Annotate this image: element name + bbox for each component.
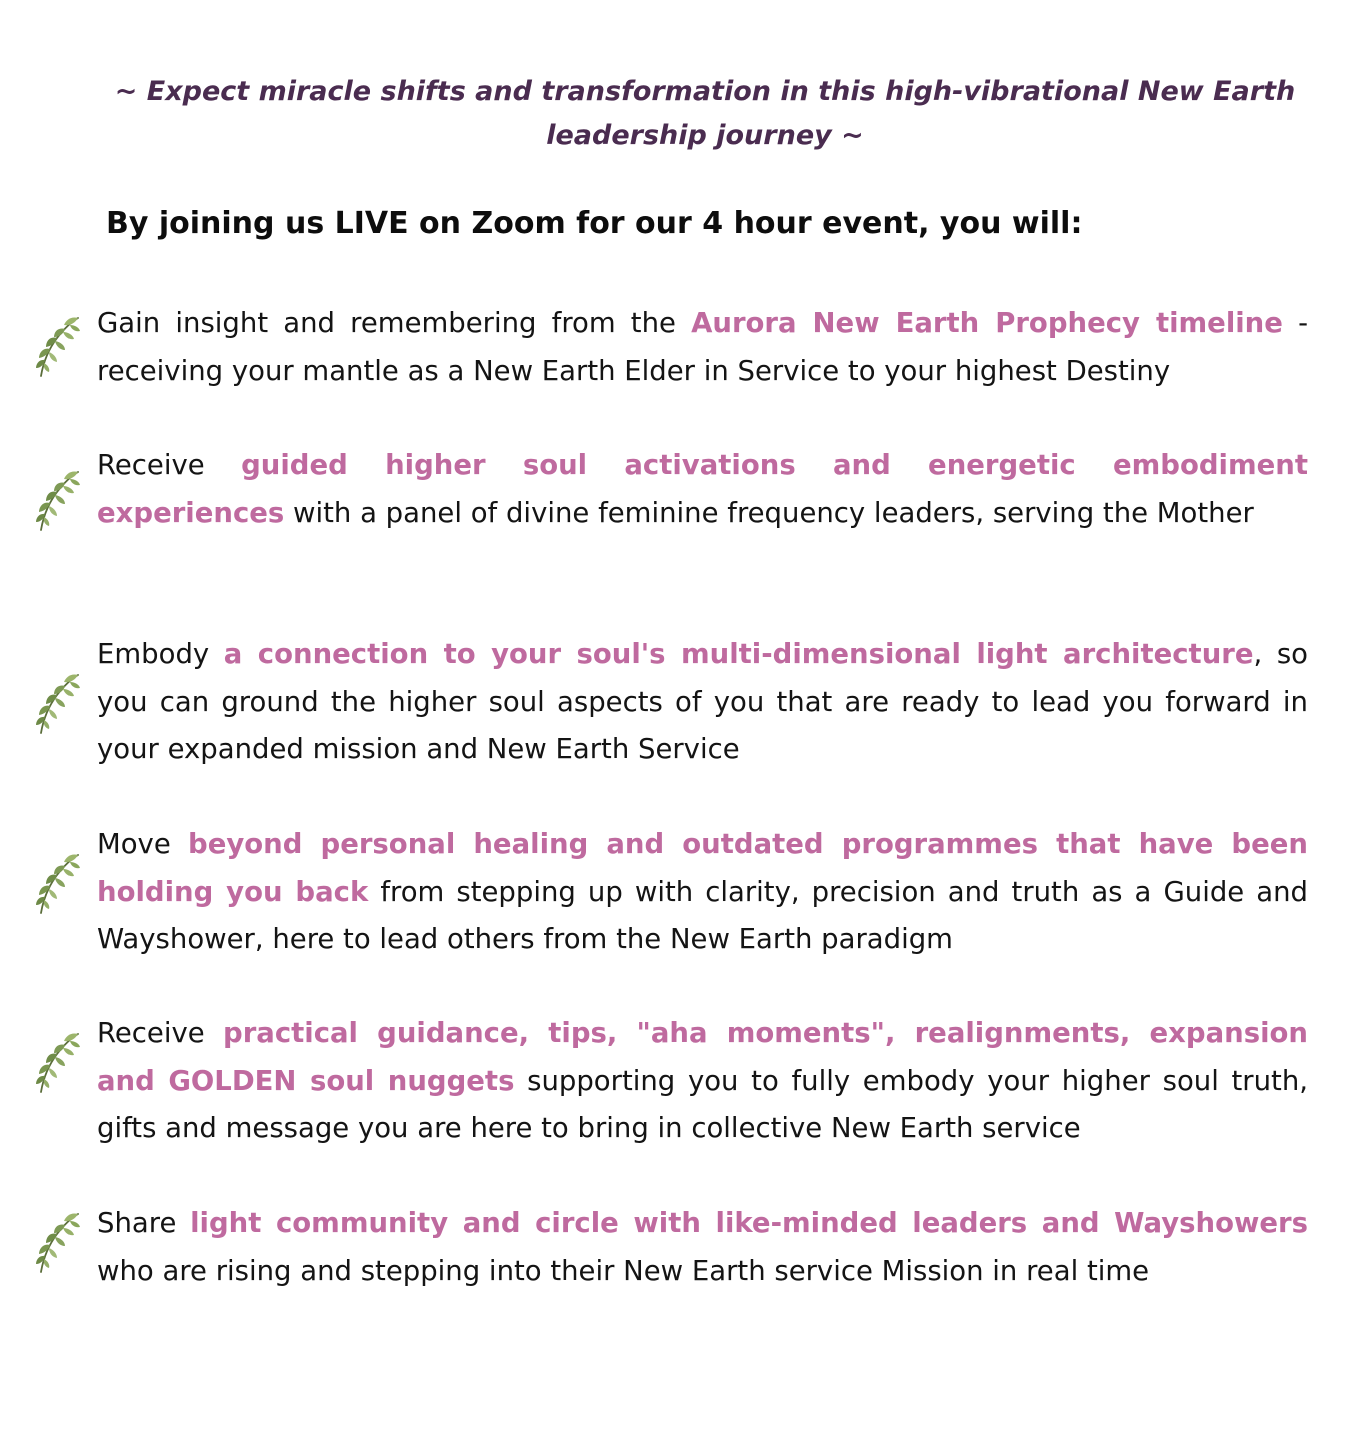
leaf-sprig-icon xyxy=(24,466,82,532)
leaf-sprig-icon xyxy=(24,849,82,915)
benefit-highlight: light community and circle with like-minded leaders and Wayshowers xyxy=(190,1207,1308,1239)
benefit-lead: Gain insight and remembering from the xyxy=(97,307,692,339)
benefit-rest: - receiving your mantle as a New Earth Elder in Service to your highest Destiny xyxy=(97,307,1309,387)
benefit-rest: supporting you to fully embody your higher soul truth, gifts and message you are here to bring in collective New Earth service xyxy=(97,1064,1308,1144)
benefit-rest: , so you can ground the higher soul aspects of you that are ready to lead you forward in your expanded mission and New Earth Service xyxy=(97,638,1309,765)
leaf-sprig-icon xyxy=(24,669,82,735)
benefit-highlight: practical guidance, tips, "aha moments", realignments, expansion and GOLDEN soul nuggets xyxy=(97,1017,1308,1097)
benefit-rest: from stepping up with clarity, precision and truth as a Guide and Wayshower, here to lead others from the New Earth paradigm xyxy=(97,875,1308,955)
benefit-text xyxy=(97,631,1308,774)
benefit-lead: Receive xyxy=(97,449,242,481)
benefit-highlight: beyond personal healing and outdated programmes that have been holding you back xyxy=(97,828,1308,908)
leaf-sprig-icon xyxy=(24,1208,82,1274)
benefit-rest: who are rising and stepping into their New Earth service Mission in real time xyxy=(97,1254,1150,1287)
benefit-lead: Embody xyxy=(97,638,224,670)
leaf-sprig-icon xyxy=(24,312,82,378)
benefit-highlight: guided higher soul activations and energetic embodiment experiences xyxy=(97,449,1308,529)
tagline: ~ Expect miracle shifts and transformation in this high-vibrational New Earth leadership journey ~ xyxy=(114,76,1296,151)
benefit-text xyxy=(97,1200,1308,1295)
benefit-rest: with a panel of divine feminine frequency leaders, serving the Mother xyxy=(284,496,1254,529)
benefit-text xyxy=(97,300,1308,395)
benefit-text xyxy=(97,821,1308,964)
leaf-sprig-icon xyxy=(24,1028,82,1094)
benefit-text xyxy=(97,1010,1308,1153)
benefit-highlight: a connection to your soul's multi-dimensional light architecture xyxy=(223,638,1254,670)
benefit-lead: Share xyxy=(97,1207,191,1239)
benefit-lead: Move xyxy=(97,828,189,860)
benefit-lead: Receive xyxy=(97,1017,224,1049)
benefit-text xyxy=(97,442,1308,537)
benefit-highlight: Aurora New Earth Prophecy timeline xyxy=(691,307,1283,339)
intro-heading: By joining us LIVE on Zoom for our 4 hour event, you will: xyxy=(106,206,1083,241)
